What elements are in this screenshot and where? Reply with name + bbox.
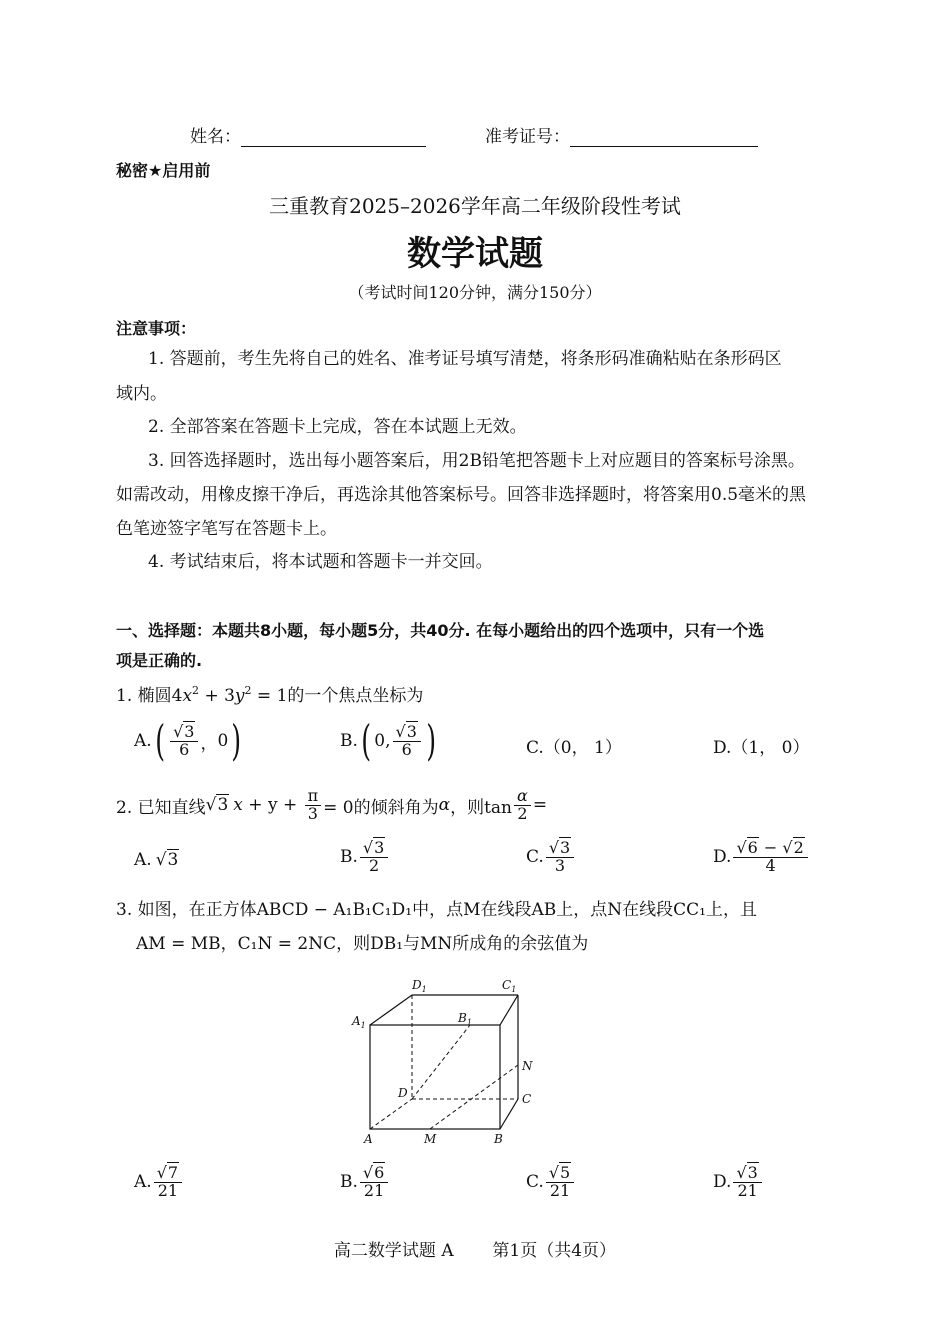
q1-sq-x: 2 — [192, 684, 200, 697]
q1-a-zero: 0 — [217, 731, 229, 751]
label-d: D — [398, 1086, 408, 1100]
q2-eq: = — [532, 795, 548, 816]
q3-a-frac: $\frac{√7}{21}$ — [154, 1165, 182, 1200]
section-heading-line1: 一、选择题：本题共8小题，每小题5分，共40分. 在每小题给出的四个选项中，只有一个选 — [116, 621, 765, 640]
cube-figure — [340, 975, 560, 1150]
q2-alpha2: α — [514, 788, 531, 806]
q3-d-den: 21 — [737, 1180, 758, 1200]
page-title: 数学试题 — [407, 234, 543, 274]
left-paren-icon: ( — [361, 716, 372, 765]
q1-option-d: D.（1， 0） — [713, 738, 810, 758]
q3-d-label: D. — [713, 1172, 732, 1193]
time-info: （考试时间120分钟，满分150分） — [348, 283, 602, 302]
label-b1: $B_1$ — [458, 1011, 472, 1027]
q3-c-rad: 5 — [560, 1163, 571, 1182]
left-paren-icon: ( — [154, 716, 165, 765]
q1-prefix: 1. 椭圆 — [116, 686, 172, 706]
notice-item-1: 1. 答题前，考生先将自己的姓名、准考证号填写清楚，将条形码准确粘贴在条形码区 — [148, 349, 782, 369]
q2-alpha: α — [438, 795, 451, 816]
q1-option-a: A. ( $\frac{√3}{6}$ ， 0 ) — [134, 716, 242, 765]
q3-d-rad: 3 — [747, 1163, 758, 1182]
label-c: C — [522, 1092, 532, 1106]
q2-option-d — [713, 840, 810, 875]
q1-b-zero: 0 — [374, 731, 386, 751]
q2-d-rad2: 2 — [793, 838, 804, 857]
q3-line2: AM = MB，C₁N = 2NC，则DB₁与MN所成角的余弦值为 — [136, 934, 589, 954]
q2-a-rad: 3 — [167, 850, 179, 870]
q1-a-rad: 3 — [184, 721, 195, 741]
notice-item-2: 2. 全部答案在答题卡上完成，答在本试题上无效。 — [148, 417, 527, 437]
page-footer — [0, 1236, 950, 1261]
q1-b-label: B. — [340, 731, 358, 751]
edge-b1-c1 — [500, 995, 518, 1025]
notice-item-3: 3. 回答选择题时，选出每小题答案后，用2B铅笔把答题卡上对应题目的答案标号涂黑。 — [148, 451, 805, 471]
q3-b-rad: 6 — [374, 1163, 385, 1182]
diag-d-b1 — [412, 1025, 470, 1099]
cube-front-face — [370, 1025, 500, 1129]
q1-eq-end: = 1 — [251, 686, 288, 706]
q3-c-frac: $\frac{√5}{21}$ — [546, 1165, 574, 1200]
edge-a-d — [370, 1099, 412, 1129]
q1-var-x: x — [182, 686, 193, 706]
q2-d-den: 4 — [765, 855, 776, 875]
q1-option-c: C.（0， 1） — [526, 738, 622, 758]
notice-item-3-cont2: 色笔迹签字笔写在答题卡上。 — [116, 519, 337, 539]
q1-a-label: A. — [134, 731, 152, 751]
q2-option-a: A. √ 3 — [134, 850, 179, 870]
q1-a-frac: $\frac{√3}{6}$ — [170, 724, 198, 759]
exam-id-label: 准考证号： — [485, 127, 570, 147]
exam-id-blank — [570, 128, 758, 147]
q2-d-label: D. — [713, 847, 732, 868]
q2-b-frac: $\frac{√3}{2}$ — [360, 840, 388, 875]
question-2: 2. 已知直线 √ 3 x + y + $\frac{\pi}{3}$ = 0的倾斜角为 α ，则tan $\frac{\alpha}{2}$ = — [116, 786, 548, 823]
question-3 — [116, 893, 757, 961]
q2-a-label: A. — [134, 850, 152, 870]
section-heading — [116, 616, 764, 676]
right-paren-icon: ) — [231, 716, 242, 765]
q3-c-den: 21 — [549, 1180, 571, 1200]
notice-item-3-cont1: 如需改动，用橡皮擦干净后，再选涂其他答案标号。回答非选择题时，将答案用0.5毫米的黑 — [116, 485, 807, 505]
footer-subject: 高二数学试题 A — [333, 1241, 454, 1261]
q2-three: 3 — [307, 803, 318, 823]
segment-m-n — [430, 1065, 518, 1129]
q1-option-b: B. ( 0 , $\frac{√3}{6}$ ) — [340, 716, 437, 765]
q3-b-label: B. — [340, 1172, 358, 1193]
edge-b-c — [500, 1099, 518, 1129]
q2-c-frac: $\frac{√3}{3}$ — [546, 840, 574, 875]
q1-b-frac: $\frac{√3}{6}$ — [393, 724, 421, 759]
q2-c-label: C. — [526, 847, 544, 868]
q1-var-y: y — [234, 686, 245, 706]
q1-a-den: 6 — [179, 739, 190, 759]
q2-b-den: 2 — [369, 855, 380, 875]
q2-pi: π — [305, 788, 322, 806]
q2-alpha-frac — [514, 788, 531, 823]
q2-plus-y: + y + — [242, 795, 303, 816]
q3-d-frac: $\frac{√3}{21}$ — [733, 1165, 761, 1200]
q2-rad: 3 — [217, 795, 229, 816]
q2-d-frac: $\frac{√6 - √2}{4}$ — [733, 840, 807, 875]
q3-line1: 3. 如图，在正方体ABCD − A₁B₁C₁D₁中，点M在线段AB上，点N在线段CC₁上，且 — [116, 900, 757, 920]
q3-b-frac: $\frac{√6}{21}$ — [360, 1165, 388, 1200]
label-d1: $D_1$ — [412, 978, 427, 994]
q3-a-label: A. — [134, 1172, 152, 1193]
edge-a1-d1 — [370, 995, 412, 1025]
q3-option-d — [713, 1165, 764, 1200]
label-n: N — [522, 1059, 533, 1073]
exam-id-field — [485, 122, 758, 147]
q2-b-rad: 3 — [374, 838, 385, 857]
q3-option-a — [134, 1165, 184, 1200]
secret-mark: 秘密★启用前 — [116, 161, 211, 180]
label-b: B — [494, 1132, 503, 1146]
q2-d-minus: − — [758, 838, 783, 857]
name-field — [190, 122, 426, 147]
q1-coef-4: 4 — [171, 686, 183, 706]
notice-item-4: 4. 考试结束后，将本试题和答题卡一并交回。 — [148, 552, 493, 572]
footer-page-number: 第1页（共4页） — [492, 1241, 617, 1261]
notice-title: 注意事项： — [116, 319, 197, 338]
q2-d-rad1: 6 — [747, 838, 758, 857]
q2-b-label: B. — [340, 847, 358, 868]
q3-option-c — [526, 1165, 576, 1200]
q3-option-b — [340, 1165, 390, 1200]
right-paren-icon: ) — [426, 716, 437, 765]
section-heading-line2: 项是正确的. — [116, 651, 203, 670]
name-label: 姓名： — [190, 127, 241, 147]
q2-c-rad: 3 — [560, 838, 571, 857]
q1-b-den: 6 — [401, 739, 412, 759]
q2-option-b — [340, 840, 390, 875]
label-a: A — [364, 1132, 373, 1146]
notice-item-1-cont: 域内。 — [116, 384, 167, 404]
q3-a-den: 21 — [157, 1180, 179, 1200]
q2-prefix: 2. 已知直线 — [116, 797, 206, 818]
q3-c-label: C. — [526, 1172, 544, 1193]
q1-plus3: + 3 — [199, 686, 235, 706]
q2-then: ，则tan — [450, 797, 512, 818]
q3-b-den: 21 — [363, 1180, 385, 1200]
label-m: M — [424, 1132, 437, 1146]
question-1 — [116, 681, 423, 706]
q2-option-c — [526, 840, 576, 875]
q1-b-rad: 3 — [406, 721, 417, 741]
q2-c-den: 3 — [554, 855, 566, 875]
q2-two: 2 — [517, 803, 528, 823]
q3-a-rad: 7 — [167, 1163, 179, 1182]
q2-eq0: = 0的倾斜角为 — [323, 797, 439, 818]
q1-suffix: 的一个焦点坐标为 — [287, 686, 424, 706]
name-blank — [241, 128, 426, 147]
label-c1: $C_1$ — [502, 978, 517, 994]
q2-pi-frac — [305, 788, 322, 823]
org-title: 三重教育2025–2026学年高二年级阶段性考试 — [269, 194, 681, 218]
q2-x: x — [233, 795, 243, 816]
label-a1: $A_1$ — [352, 1014, 366, 1030]
q1-sq-y: 2 — [244, 684, 252, 697]
